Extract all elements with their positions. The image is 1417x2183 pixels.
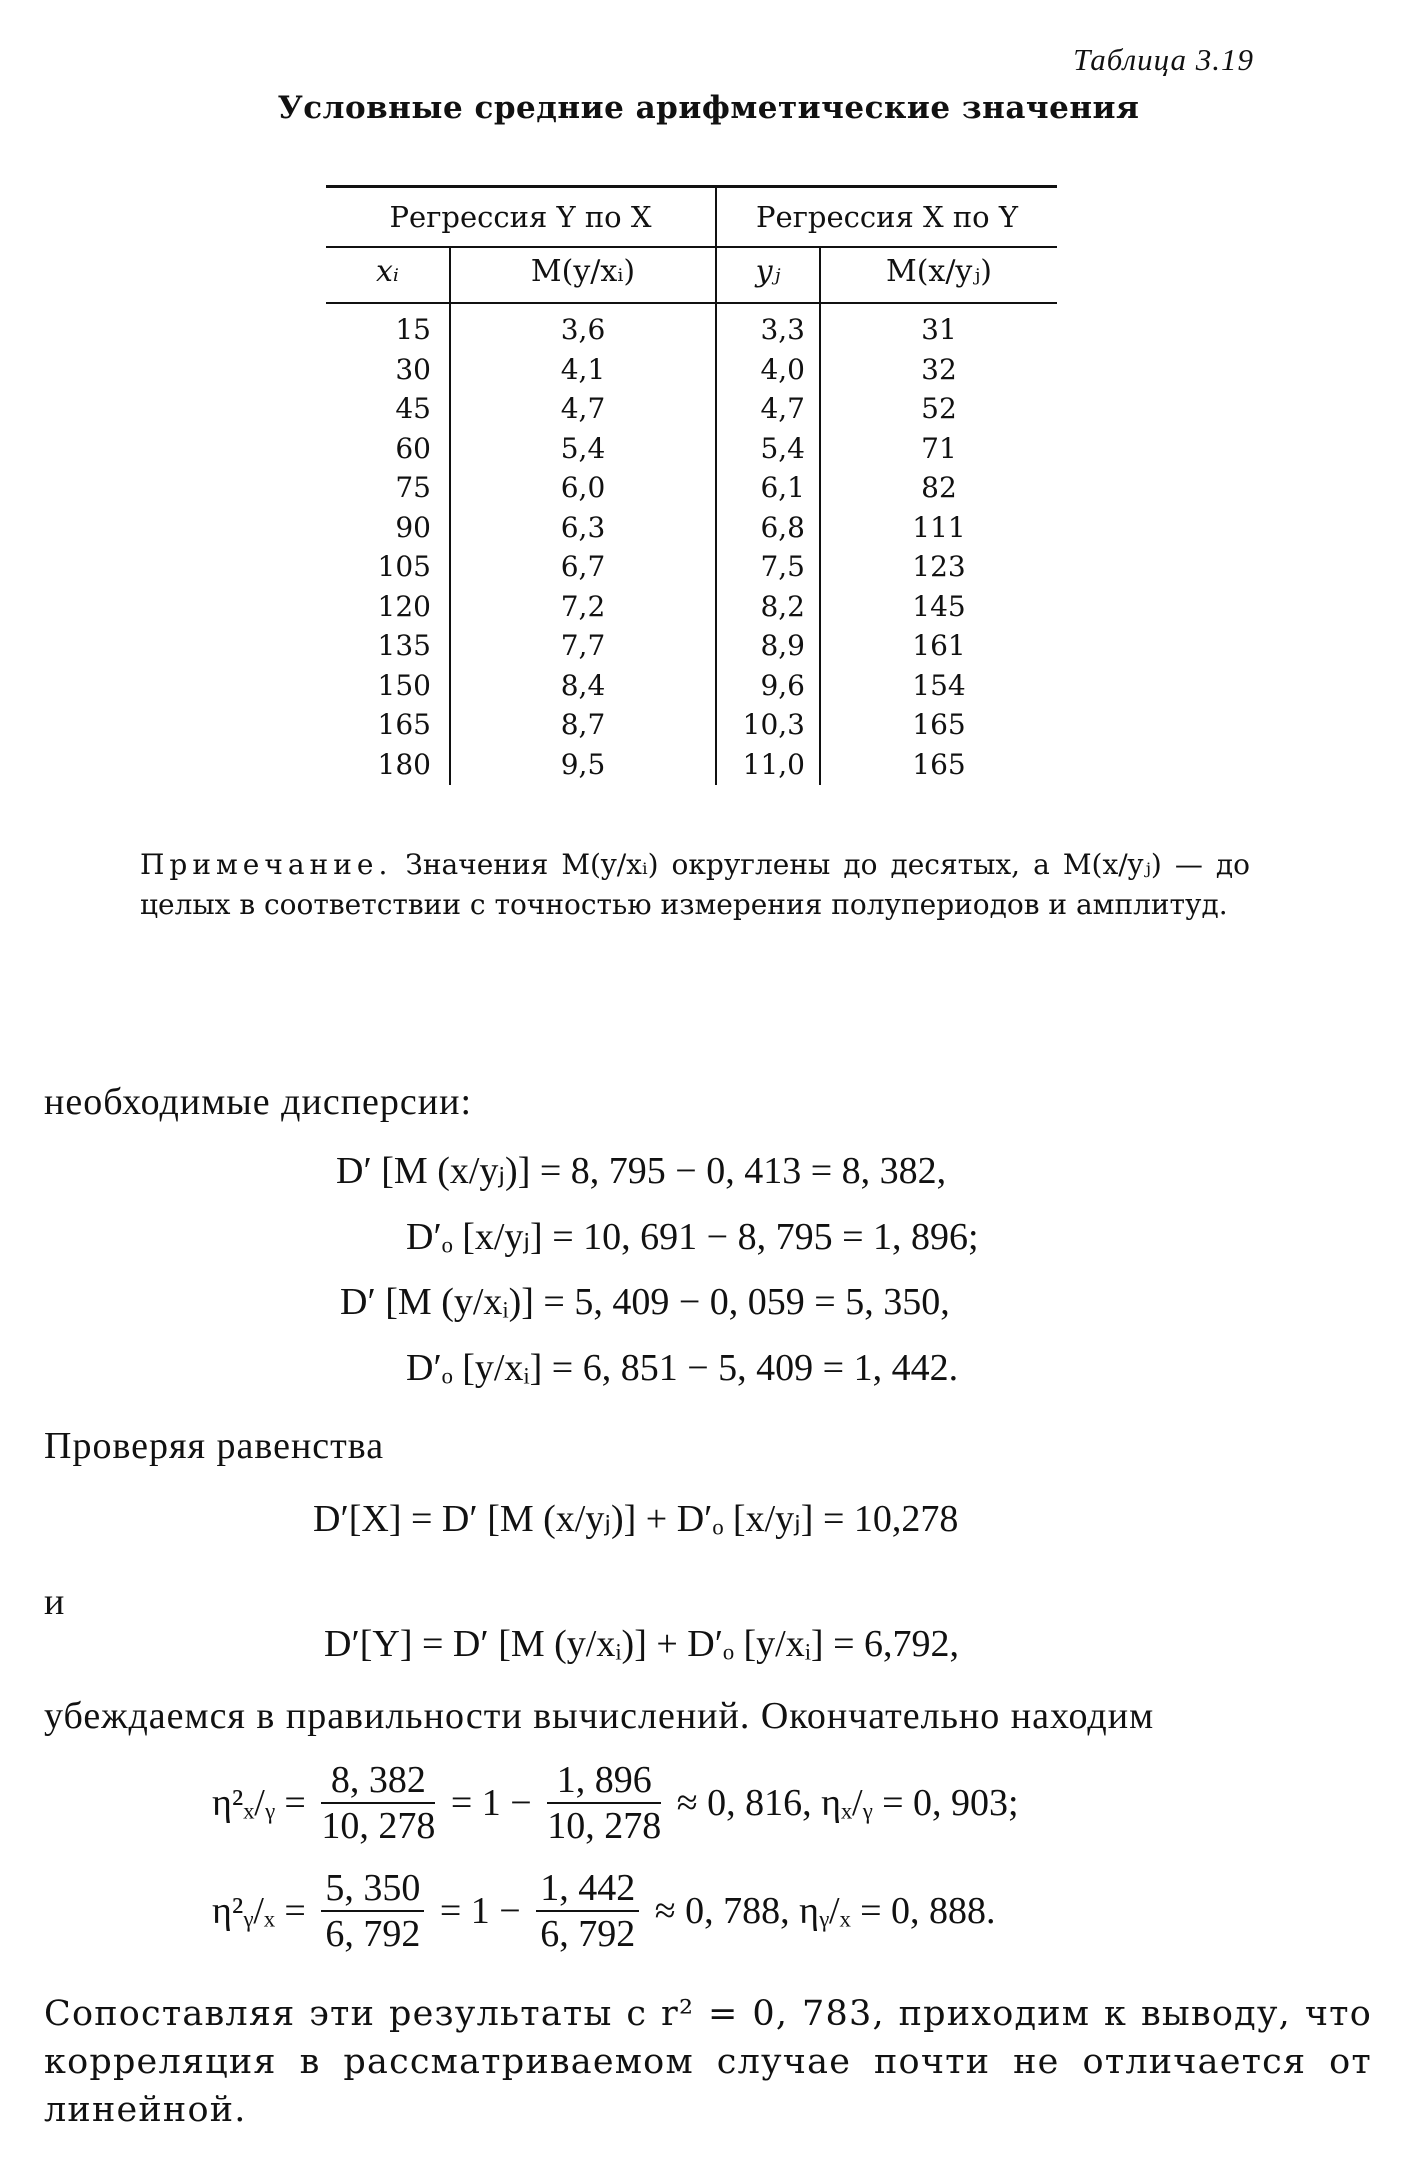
column-xi [326, 310, 431, 784]
table-group-rule [326, 246, 1057, 248]
table-cell: 165 [912, 747, 966, 781]
eta-x-y-lhs: η²ₓ/ᵧ = [212, 1782, 306, 1824]
equation-3: D′ [M (y/xᵢ)] = 5, 409 − 0, 059 = 5, 350, [340, 1281, 950, 1323]
col-header-m-x-yj: M(x/yⱼ) [885, 254, 993, 289]
table-cell: 145 [912, 589, 966, 623]
column-m-y-xi [451, 310, 715, 784]
equation-4: D′ₒ [y/xᵢ] = 6, 851 − 5, 409 = 1, 442. [406, 1347, 959, 1389]
eta-y-x-rhs: ≈ 0, 788, ηᵧ/ₓ = 0, 888. [654, 1890, 996, 1932]
group-header-x-on-y: Регрессия X по Y [756, 200, 1018, 234]
table-cell: 4,7 [560, 392, 606, 425]
fraction-3-numerator: 5, 350 [321, 1866, 424, 1912]
table-cell: 8,4 [560, 668, 606, 702]
table-number: Таблица 3.19 [1073, 42, 1254, 77]
table-cell: 71 [921, 431, 957, 465]
table-cell: 6,3 [560, 510, 606, 544]
table-cell: 15 [395, 313, 431, 346]
col-header-xi: xᵢ [376, 254, 399, 289]
table-cell: 45 [395, 392, 431, 425]
eta-y-x-equation [212, 1866, 996, 1956]
fraction-3-denominator: 6, 792 [325, 1913, 421, 1955]
table-cell: 30 [395, 352, 431, 386]
fraction-4-numerator: 1, 442 [536, 1866, 639, 1912]
table-cell: 31 [921, 313, 957, 346]
table-cell: 105 [377, 550, 431, 583]
table-cell: 6,8 [760, 510, 805, 544]
table-cell: 75 [395, 471, 431, 504]
fraction-2-numerator: 1, 896 [547, 1758, 661, 1804]
table-cell: 11,0 [742, 747, 805, 781]
col-header-m-y-xi: M(y/xᵢ) [530, 254, 636, 289]
table-cell: 5,4 [760, 431, 805, 465]
table-cell: 161 [912, 629, 966, 662]
table-cell: 3,3 [760, 313, 805, 346]
table-cell: 165 [377, 708, 431, 741]
col-header-yj: yⱼ [755, 254, 781, 289]
table-cell: 165 [912, 708, 966, 741]
table-cell: 4,7 [760, 392, 805, 425]
table-cell: 7,5 [760, 550, 805, 583]
table-cell: 60 [395, 431, 431, 465]
table-cell: 8,9 [760, 629, 805, 662]
eta-x-y-equation [212, 1758, 1019, 1848]
table-note [140, 845, 1250, 925]
table-cell: 6,0 [560, 471, 606, 504]
check-text: Проверяя равенства [44, 1425, 385, 1467]
table-cell: 123 [912, 550, 966, 583]
table-cell: 150 [377, 668, 431, 702]
table-cell: 90 [395, 510, 431, 544]
table-header-rule [326, 302, 1057, 304]
table-cell: 9,6 [760, 668, 805, 702]
table-cell: 82 [921, 471, 957, 504]
table-title: Условные средние арифметические значения [277, 90, 1140, 126]
equation-5: D′[X] = D′ [M (x/yⱼ)] + D′ₒ [x/yⱼ] = 10,278 [313, 1498, 959, 1540]
and-text: и [44, 1581, 66, 1623]
table-cell: 8,7 [560, 708, 606, 741]
conclusion-text: Сопоставляя эти результаты с r² = 0, 783, приходим к выводу, что корреляция в рассматриваемом случае почти не отличается от линейной. [44, 1994, 1372, 2130]
table-cell: 120 [377, 589, 431, 623]
fraction-2 [547, 1758, 661, 1848]
eta-y-x-lhs: η²ᵧ/ₓ = [212, 1890, 306, 1932]
eta-x-y-mid: = 1 − [450, 1782, 532, 1824]
fraction-1-denominator: 10, 278 [321, 1805, 436, 1847]
table-cell: 3,6 [560, 313, 606, 346]
note-text: Значения M(y/xᵢ) округлены до десятых, а M(x/yⱼ) — до целых в соответствии с точностью измерения полупериодов и амплитуд. [140, 848, 1250, 921]
table-cell: 111 [912, 510, 966, 544]
table-cell: 5,4 [560, 431, 606, 465]
table-cell: 154 [912, 668, 966, 702]
fraction-3 [321, 1866, 424, 1956]
fraction-1 [321, 1758, 435, 1848]
fraction-4-denominator: 6, 792 [540, 1913, 636, 1955]
table-cell: 52 [921, 392, 957, 425]
table-cell: 4,0 [760, 352, 805, 386]
eta-x-y-rhs: ≈ 0, 816, ηₓ/ᵧ = 0, 903; [676, 1782, 1019, 1824]
group-header-y-on-x: Регрессия Y по X [389, 200, 652, 234]
table-cell: 6,7 [560, 550, 606, 583]
table-cell: 9,5 [560, 747, 606, 781]
table-cell: 135 [377, 629, 431, 662]
fraction-4 [536, 1866, 639, 1956]
table-cell: 4,1 [560, 352, 606, 386]
intro-text: необходимые дисперсии: [44, 1081, 472, 1123]
table-cell: 10,3 [742, 708, 805, 741]
equation-6: D′[Y] = D′ [M (y/xᵢ)] + D′ₒ [y/xᵢ] = 6,792, [324, 1623, 960, 1665]
table-cell: 180 [377, 747, 431, 781]
table-top-rule [326, 185, 1057, 188]
equation-2: D′ₒ [x/yⱼ] = 10, 691 − 8, 795 = 1, 896; [406, 1216, 979, 1258]
column-m-x-yj [821, 310, 1057, 784]
fraction-1-numerator: 8, 382 [321, 1758, 435, 1804]
table-cell: 6,1 [760, 471, 805, 504]
equation-1: D′ [M (x/yⱼ)] = 8, 795 − 0, 413 = 8, 382, [336, 1150, 947, 1192]
column-yj [717, 310, 805, 784]
fraction-2-denominator: 10, 278 [547, 1805, 662, 1847]
table-cell: 7,7 [560, 629, 606, 662]
eta-y-x-mid: = 1 − [439, 1890, 521, 1932]
note-label: Примечание. [140, 848, 393, 881]
table-cell: 8,2 [760, 589, 805, 623]
finally-text: убеждаемся в правильности вычислений. Окончательно находим [44, 1695, 1155, 1737]
table-cell: 32 [921, 352, 957, 386]
table-cell: 7,2 [560, 589, 606, 623]
